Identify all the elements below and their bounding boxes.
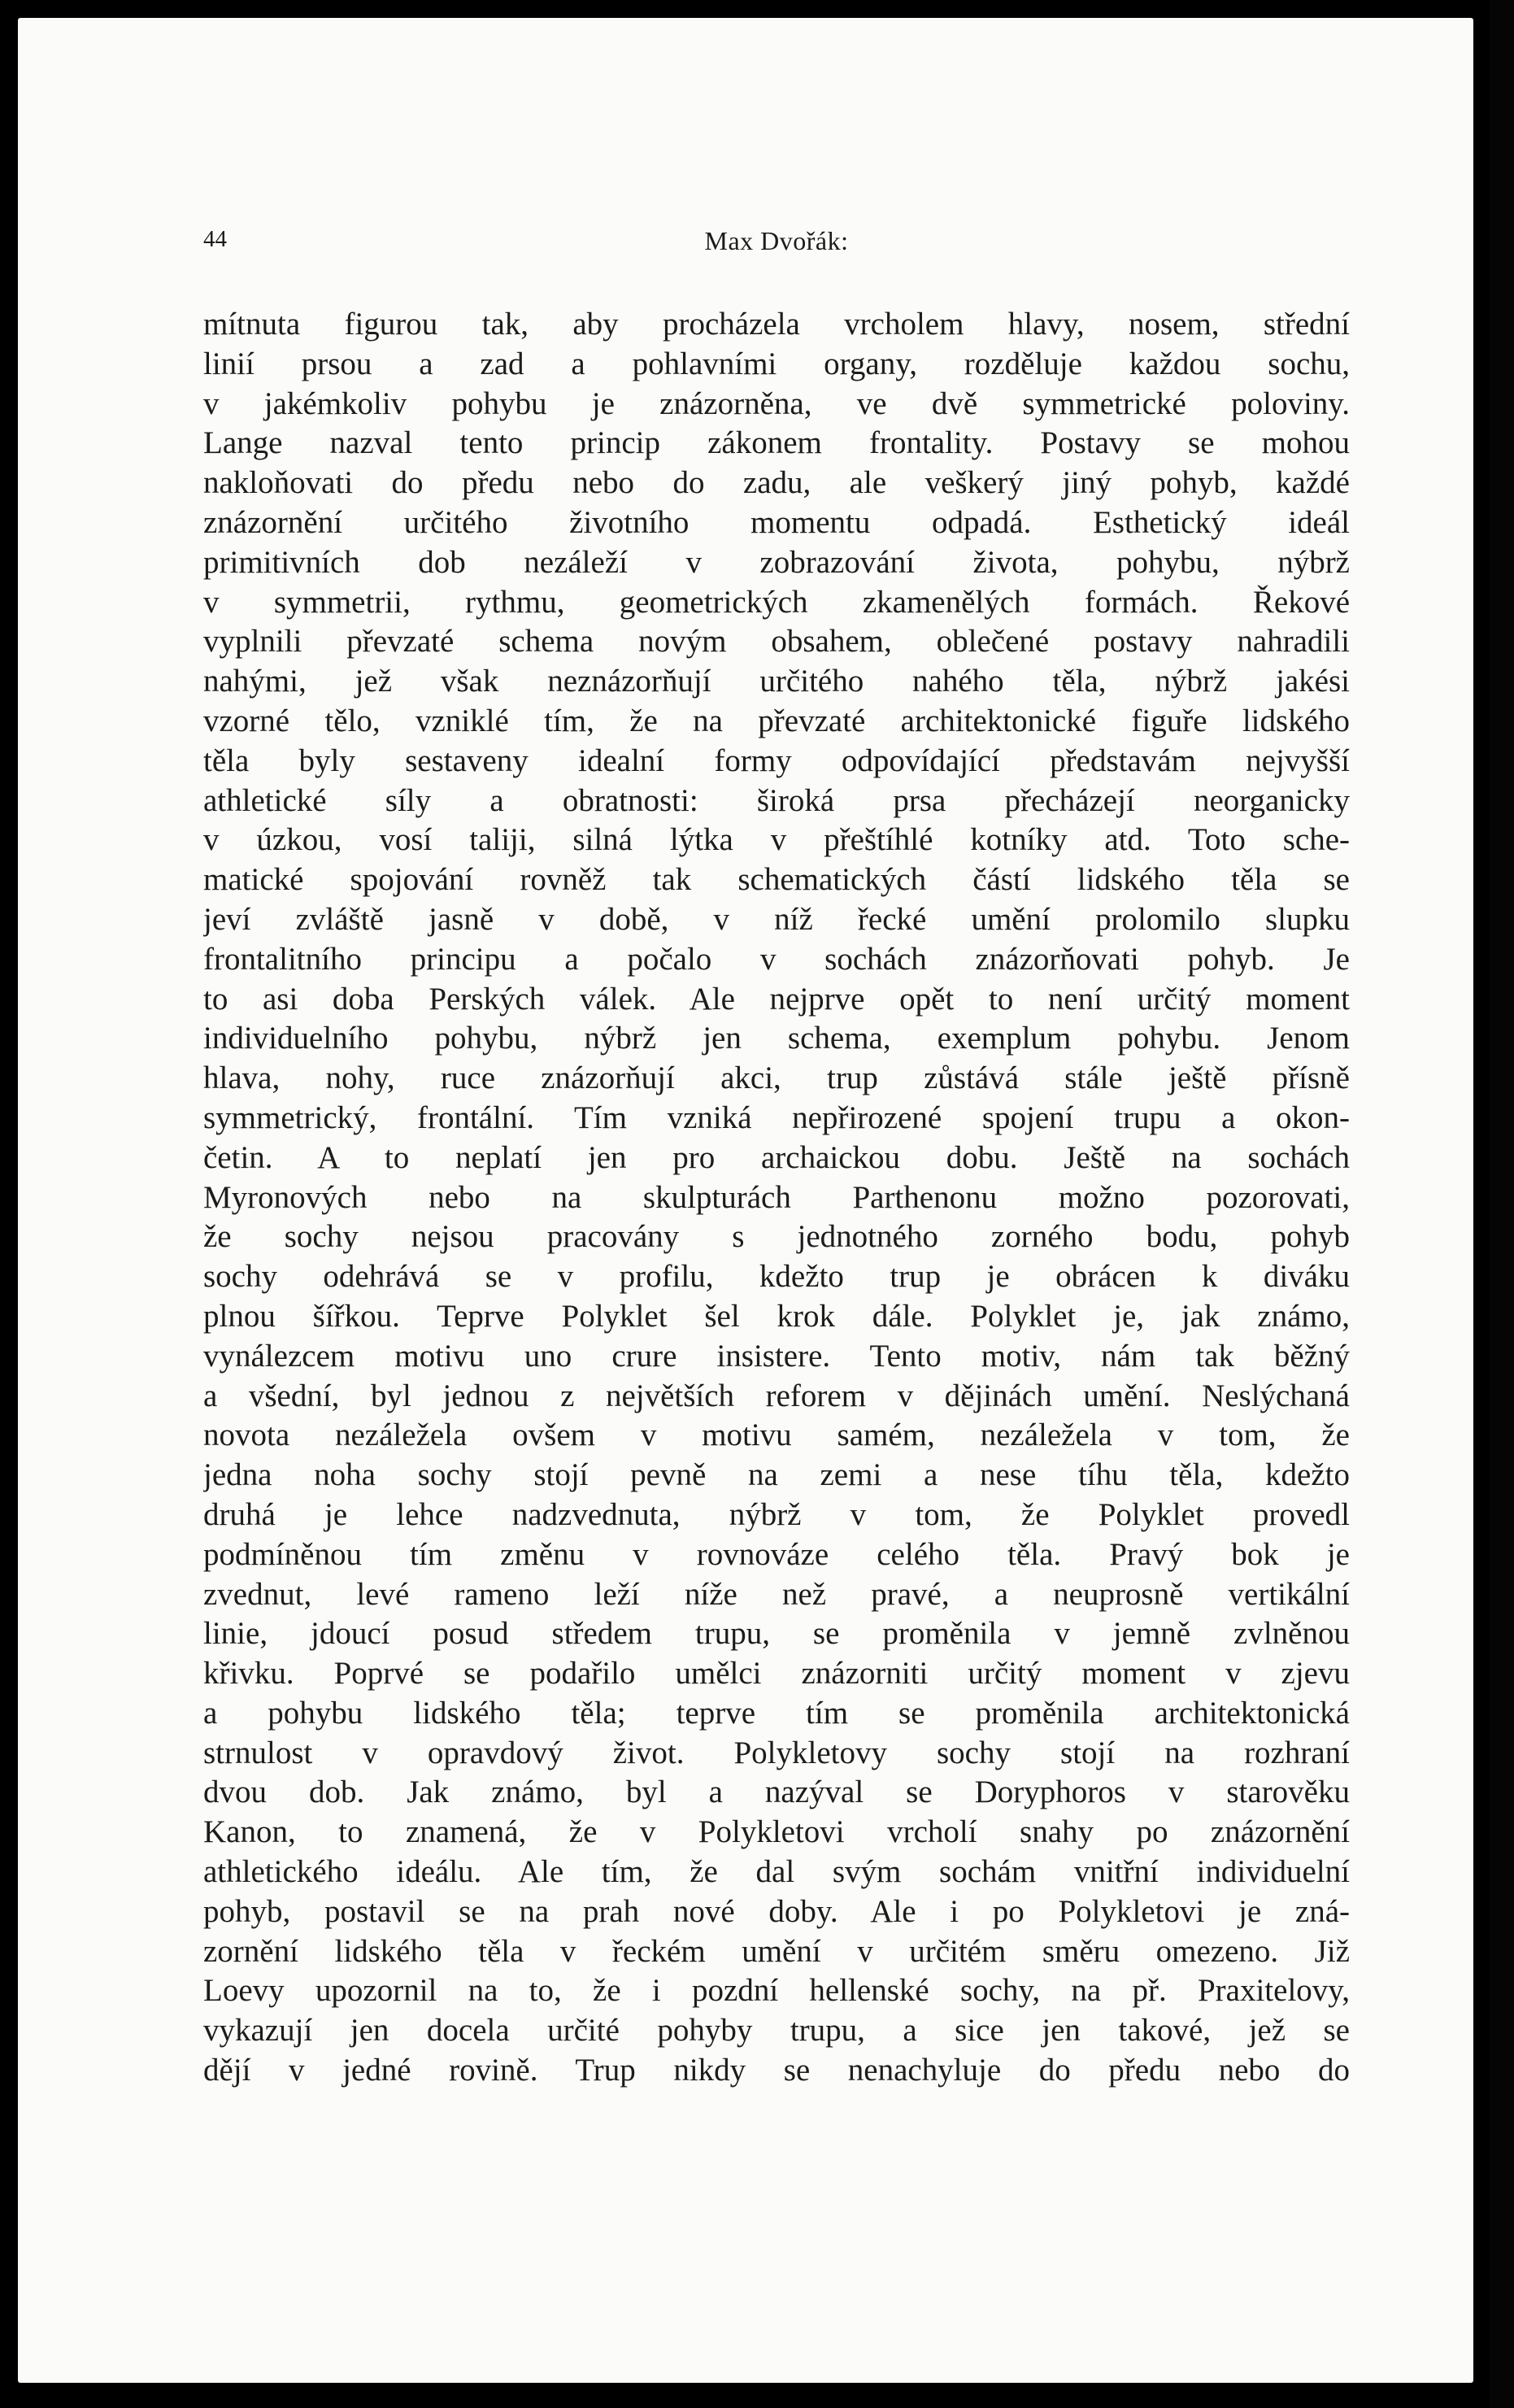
text-line: matické spojování rovněž tak schematických částí lidského těla se xyxy=(203,862,1350,898)
text-line: plnou šířkou. Teprve Polyklet šel krok dále. Polyklet je, jak známo, xyxy=(203,1298,1350,1334)
running-title: Max Dvořák: xyxy=(704,226,849,255)
text-line: dějí v jedné rovině. Trup nikdy se nenachyluje do předu nebo do xyxy=(203,2053,1350,2088)
body-text xyxy=(203,305,1350,2091)
text-line: athletického ideálu. Ale tím, že dal svým sochám vnitřní individuelní xyxy=(203,1854,1350,1890)
text-line: znázornění určitého životního momentu odpadá. Esthetický ideál xyxy=(203,504,1350,540)
text-line: Loevy upozornil na to, že i pozdní hellenské sochy, na př. Praxitelovy, xyxy=(203,1973,1350,2009)
text-line: Myronových nebo na skulpturách Parthenonu možno pozorovati, xyxy=(203,1179,1350,1215)
text-line: linie, jdoucí posud středem trupu, se proměnila v jemně zvlněnou xyxy=(203,1616,1350,1652)
text-line: to asi doba Perských válek. Ale nejprve opět to není určitý moment xyxy=(203,981,1350,1017)
text-line: podmíněnou tím změnu v rovnováze celého těla. Pravý bok je xyxy=(203,1536,1350,1572)
text-line: v úzkou, vosí taliji, silná lýtka v přeštíhlé kotníky atd. Toto sche- xyxy=(203,822,1350,858)
text-line: strnulost v opravdový život. Polykletovy sochy stojí na rozhraní xyxy=(203,1735,1350,1770)
scan-border xyxy=(1490,0,1514,2408)
text-line: frontalitního principu a počalo v sochách znázorňovati pohyb. Je xyxy=(203,941,1350,977)
text-line: četin. A to neplatí jen pro archaickou dobu. Ještě na sochách xyxy=(203,1139,1350,1175)
text-line: v jakémkoliv pohybu je znázorněna, ve dvě symmetrické poloviny. xyxy=(203,385,1350,421)
text-line: hlava, nohy, ruce znázorňují akci, trup zůstává stále ještě přísně xyxy=(203,1060,1350,1096)
text-line: primitivních dob nezáleží v zobrazování života, pohybu, nýbrž xyxy=(203,544,1350,580)
text-line: Kanon, to znamená, že v Polykletovi vrcholí snahy po znázornění xyxy=(203,1814,1350,1850)
text-line: že sochy nejsou pracovány s jednotného zorného bodu, pohyb xyxy=(203,1219,1350,1255)
text-line: zvednut, levé rameno leží níže než pravé, a neuprosně vertikální xyxy=(203,1576,1350,1612)
text-line: zornění lidského těla v řeckém umění v určitém směru omezeno. Již xyxy=(203,1933,1350,1969)
text-line: druhá je lehce nadzvednuta, nýbrž v tom, že Polyklet provedl xyxy=(203,1496,1350,1532)
text-line: křivku. Poprvé se podařilo umělci znázorniti určitý moment v zjevu xyxy=(203,1656,1350,1692)
text-line: novota nezáležela ovšem v motivu samém, nezáležela v tom, že xyxy=(203,1417,1350,1453)
text-line: vzorné tělo, vzniklé tím, že na převzaté architektonické figuře lidského xyxy=(203,703,1350,738)
text-line: nakloňovati do předu nebo do zadu, ale veškerý jiný pohyb, každé xyxy=(203,465,1350,501)
text-line: těla byly sestaveny idealní formy odpovídající představám nejvyšší xyxy=(203,742,1350,778)
text-line: vyplnili převzaté schema novým obsahem, oblečené postavy nahradili xyxy=(203,624,1350,660)
text-line: a všední, byl jednou z největších reforem v dějinách umění. Neslýchaná xyxy=(203,1378,1350,1413)
text-line: vynálezcem motivu uno crure insistere. Tento motiv, nám tak běžný xyxy=(203,1338,1350,1374)
page-header xyxy=(203,226,1350,267)
text-line: athletické síly a obratnosti: široká prsa přecházejí neorganicky xyxy=(203,782,1350,818)
page-number: 44 xyxy=(203,226,227,252)
text-line: jeví zvláště jasně v době, v níž řecké umění prolomilo slupku xyxy=(203,901,1350,937)
text-line: mítnuta figurou tak, aby procházela vrcholem hlavy, nosem, střední xyxy=(203,307,1350,342)
text-line: jedna noha sochy stojí pevně na zemi a nese tíhu těla, kdežto xyxy=(203,1457,1350,1493)
text-line: dvou dob. Jak známo, byl a nazýval se Doryphoros v starověku xyxy=(203,1774,1350,1810)
text-line: sochy odehrává se v profilu, kdežto trup je obrácen k diváku xyxy=(203,1259,1350,1295)
text-line: symmetrický, frontální. Tím vzniká nepřirozené spojení trupu a okon- xyxy=(203,1099,1350,1135)
text-line: linií prsou a zad a pohlavními organy, rozděluje každou sochu, xyxy=(203,346,1350,381)
text-line: vykazují jen docela určité pohyby trupu, a sice jen takové, jež se xyxy=(203,2013,1350,2049)
text-line: a pohybu lidského těla; teprve tím se proměnila architektonická xyxy=(203,1695,1350,1731)
text-line: nahými, jež však neznázorňují určitého nahého těla, nýbrž jakési xyxy=(203,664,1350,699)
text-line: pohyb, postavil se na prah nové doby. Ale i po Polykletovi je zná- xyxy=(203,1893,1350,1929)
text-line: Lange nazval tento princip zákonem frontality. Postavy se mohou xyxy=(203,425,1350,461)
text-line: individuelního pohybu, nýbrž jen schema, exemplum pohybu. Jenom xyxy=(203,1021,1350,1056)
text-line: v symmetrii, rythmu, geometrických zkamenělých formách. Řekové xyxy=(203,584,1350,620)
